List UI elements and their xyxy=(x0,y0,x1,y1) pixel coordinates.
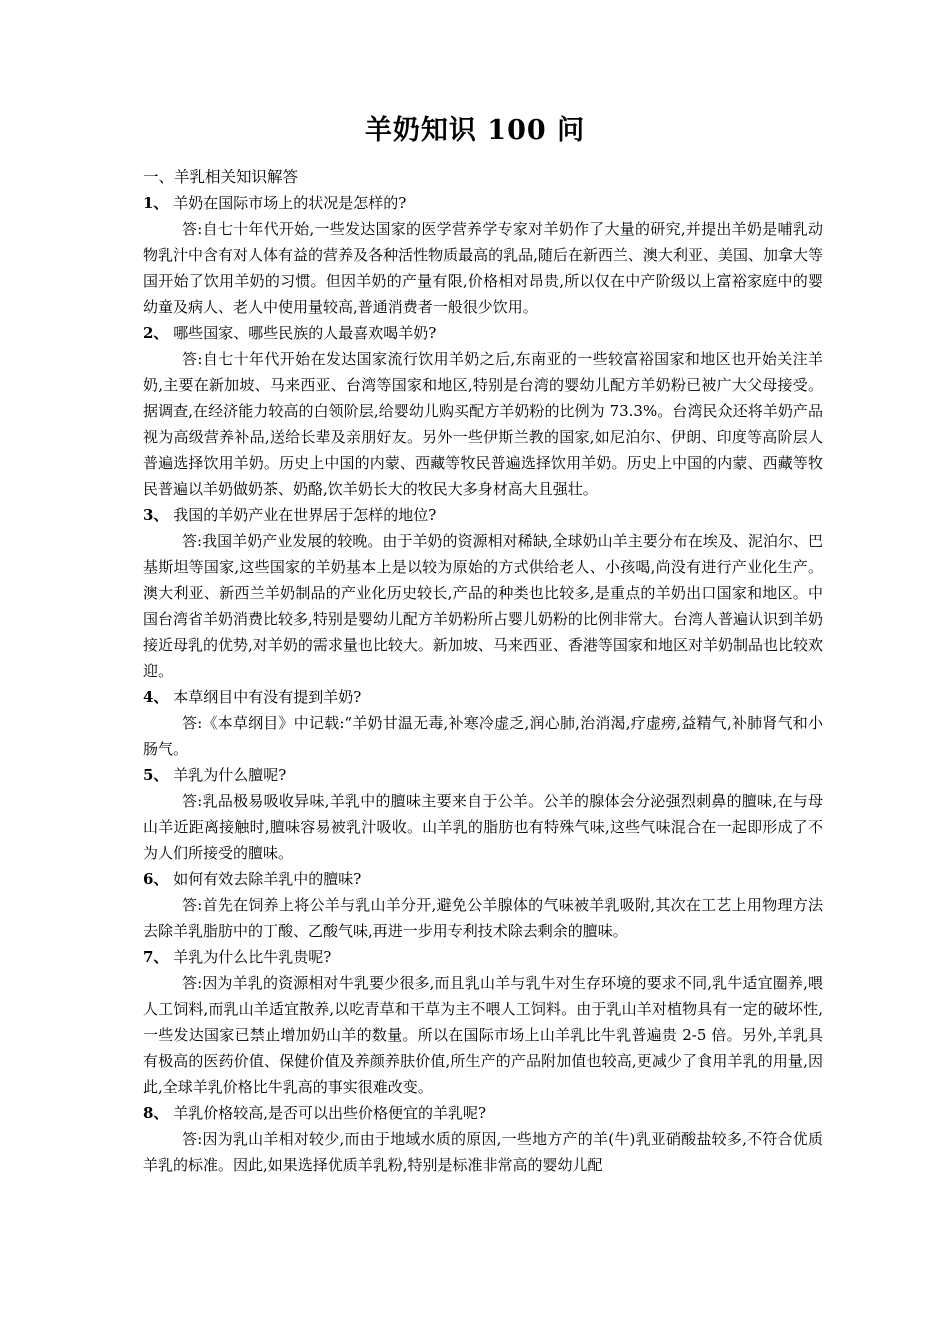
question xyxy=(143,944,823,970)
qa-item xyxy=(143,762,823,866)
answer-text: 答:自七十年代开始,一些发达国家的医学营养学专家对羊奶作了大量的研究,并提出羊奶是哺乳动物乳汁中含有对人体有益的营养及各种活性物质最高的乳品,随后在新西兰、澳大利亚、美国、加拿大等国开始了饮用羊奶的习惯。但因羊奶的产量有限,价格相对昂贵,所以仅在中产阶级以上富裕家庭中的婴幼童及病人、老人中使用量较高,普通消费者一般很少饮用。 xyxy=(143,220,823,316)
question-number: 7、 xyxy=(143,948,169,966)
question-number: 6、 xyxy=(143,870,169,888)
question-text: 本草纲目中有没有提到羊奶? xyxy=(173,688,362,706)
question xyxy=(143,1100,823,1126)
question-number: 8、 xyxy=(143,1104,169,1122)
answer-text: 答:《本草纲目》中记载:“羊奶甘温无毒,补寒冷虚乏,润心肺,治消渴,疗虚痨,益精气,补肺肾气和小肠气。 xyxy=(143,714,823,758)
qa-item xyxy=(143,866,823,944)
question-text: 羊奶在国际市场上的状况是怎样的? xyxy=(173,194,407,212)
question-text: 羊乳为什么膻呢? xyxy=(173,766,287,784)
answer-text: 答:首先在饲养上将公羊与乳山羊分开,避免公羊腺体的气味被羊乳吸附,其次在工艺上用物理方法去除羊乳脂肪中的丁酸、乙酸气味,再进一步用专利技术除去剩余的膻味。 xyxy=(143,896,823,940)
answer-text: 答:因为羊乳的资源相对牛乳要少很多,而且乳山羊与乳牛对生存环境的要求不同,乳牛适宜圈养,喂人工饲料,而乳山羊适宜散养,以吃青草和干草为主不喂人工饲料。由于乳山羊对植物具有一定的破坏性,一些发达国家已禁止增加奶山羊的数量。所以在国际市场上山羊乳比牛乳普遍贵 2-5 倍。另外,羊乳具有极高的医药价值、保健价值及养颜养肤价值,所生产的产品附加值也较高,更减少了食用羊乳的用量,因此,全球羊乳价格比牛乳高的事实很难改变。 xyxy=(143,974,823,1096)
question xyxy=(143,190,823,216)
question xyxy=(143,320,823,346)
qa-item xyxy=(143,684,823,762)
qa-item xyxy=(143,1100,823,1178)
question-number: 3、 xyxy=(143,506,169,524)
question xyxy=(143,502,823,528)
document-body xyxy=(143,164,823,1178)
question-number: 5、 xyxy=(143,766,169,784)
document-title: 羊奶知识 100 问 xyxy=(364,115,586,146)
qa-item xyxy=(143,944,823,1100)
question-text: 羊乳价格较高,是否可以出些价格便宜的羊乳呢? xyxy=(173,1104,487,1122)
qa-item xyxy=(143,502,823,684)
question-text: 羊乳为什么比牛乳贵呢? xyxy=(173,948,332,966)
qa-item xyxy=(143,320,823,502)
question-number: 2、 xyxy=(143,324,169,342)
answer-text: 答:我国羊奶产业发展的较晚。由于羊奶的资源相对稀缺,全球奶山羊主要分布在埃及、泥泊尔、巴基斯坦等国家,这些国家的羊奶基本上是以较为原始的方式供给老人、小孩喝,尚没有进行产业化生产。澳大利亚、新西兰羊奶制品的产业化历史较长,产品的种类也比较多,是重点的羊奶出口国家和地区。中国台湾省羊奶消费比较多,特别是婴幼儿配方羊奶粉所占婴儿奶粉的比例非常大。台湾人普遍认识到羊奶接近母乳的优势,对羊奶的需求量也比较大。新加坡、马来西亚、香港等国家和地区对羊奶制品也比较欢迎。 xyxy=(143,532,823,680)
section-heading: 一、羊乳相关知识解答 xyxy=(143,168,299,186)
question xyxy=(143,762,823,788)
question xyxy=(143,684,823,710)
question-text: 我国的羊奶产业在世界居于怎样的地位? xyxy=(173,506,437,524)
question-text: 哪些国家、哪些民族的人最喜欢喝羊奶? xyxy=(173,324,437,342)
answer-text: 答:因为乳山羊相对较少,而由于地域水质的原因,一些地方产的羊(牛)乳亚硝酸盐较多,不符合优质羊乳的标准。因此,如果选择优质羊乳粉,特别是标准非常高的婴幼儿配 xyxy=(143,1130,823,1174)
question xyxy=(143,866,823,892)
answer-text: 答:乳品极易吸收异味,羊乳中的膻味主要来自于公羊。公羊的腺体会分泌强烈刺鼻的膻味,在与母山羊近距离接触时,膻味容易被乳汁吸收。山羊乳的脂肪也有特殊气味,这些气味混合在一起即形成了不为人们所接受的膻味。 xyxy=(143,792,823,862)
qa-item xyxy=(143,190,823,320)
question-text: 如何有效去除羊乳中的膻味? xyxy=(173,870,362,888)
question-number: 1、 xyxy=(143,194,169,212)
answer-text: 答:自七十年代开始在发达国家流行饮用羊奶之后,东南亚的一些较富裕国家和地区也开始关注羊奶,主要在新加坡、马来西亚、台湾等国家和地区,特别是台湾的婴幼儿配方羊奶粉已被广大父母接受。据调查,在经济能力较高的白领阶层,给婴幼儿购买配方羊奶粉的比例为 73.3%。台湾民众还将羊奶产品视为高级营养补品,送给长辈及亲朋好友。另外一些伊斯兰教的国家,如尼泊尔、伊朗、印度等高阶层人普遍选择饮用羊奶。历史上中国的内蒙、西藏等牧民普遍选择饮用羊奶。历史上中国的内蒙、西藏等牧民普遍以羊奶做奶茶、奶酪,饮羊奶长大的牧民大多身材高大且强壮。 xyxy=(143,350,823,498)
question-number: 4、 xyxy=(143,688,169,706)
